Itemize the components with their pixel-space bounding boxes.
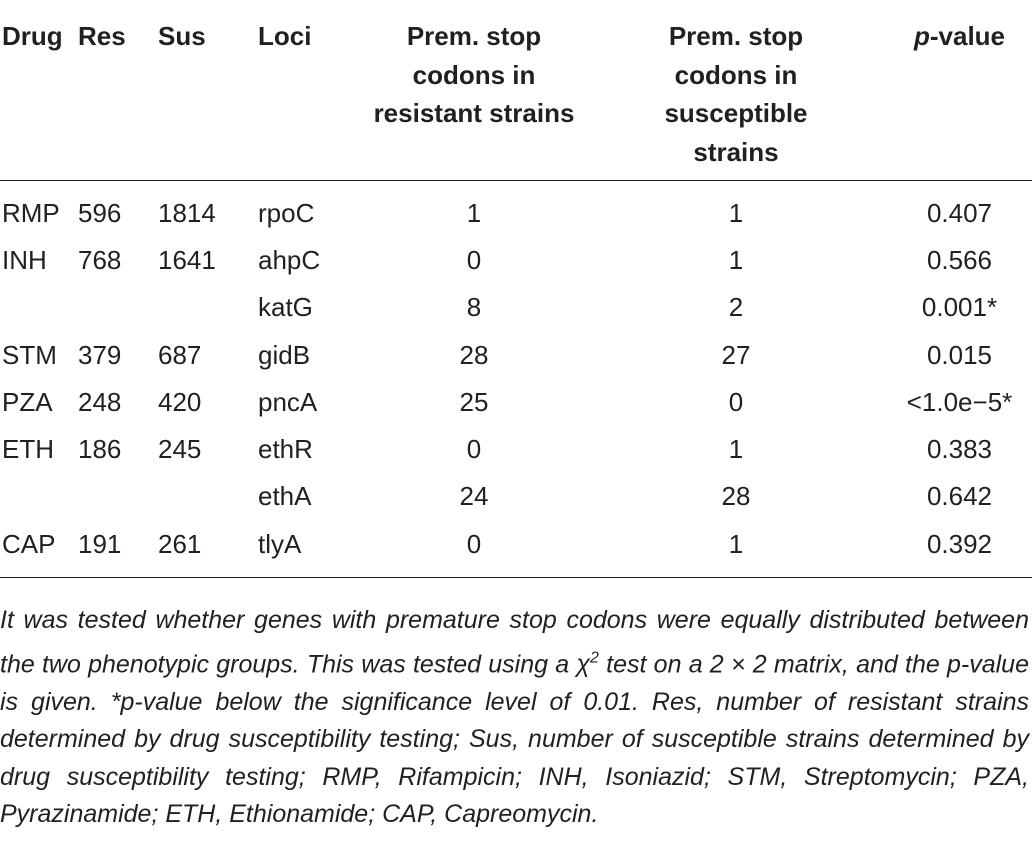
cell-sus: 420 [158,386,202,417]
cell-sus: 687 [158,339,202,370]
cell-sus: 261 [158,528,202,559]
cell-prem-sus: 2 [728,292,744,323]
cell-loci: ahpC [258,244,321,275]
cell-pvalue: 0.642 [926,481,993,512]
chi-superscript: 2 [590,649,599,667]
cell-prem-res: 0 [466,434,482,465]
cell-prem-res: 0 [466,528,482,559]
header-prem-susceptible [585,10,887,181]
chi-letter: χ [576,649,591,678]
cell-sus [158,473,258,520]
header-prem-susceptible-line: susceptible [664,98,808,128]
cell-sus: 245 [158,434,202,465]
table-row [0,236,1032,283]
header-drug: Drug [2,21,63,51]
cell-prem-res: 0 [466,244,482,275]
header-prem-susceptible-line: Prem. stop [668,21,804,51]
cell-prem-res: 8 [466,292,482,323]
table-row [0,284,1032,331]
cell-drug: PZA [2,386,53,417]
cell-drug: CAP [2,528,56,559]
cell-res [78,473,158,520]
header-loci: Loci [258,21,312,51]
cell-loci: ethA [258,481,312,512]
table-row [0,331,1032,378]
cell-res: 768 [78,244,122,275]
table-body [0,181,1032,578]
header-prem-resistant-line: codons in [412,59,536,90]
header-sus: Sus [158,21,206,51]
cell-drug: INH [2,244,47,275]
cell-prem-sus: 28 [721,481,751,512]
cell-sus [158,284,258,331]
cell-sus: 1814 [158,197,216,228]
table-footnote [0,602,1029,834]
cell-loci: ethR [258,434,313,465]
cell-prem-res: 25 [459,386,489,417]
header-prem-resistant-line: Prem. stop [406,21,542,51]
cell-prem-res: 24 [459,481,489,512]
cell-loci: katG [258,292,313,323]
cell-pvalue: 0.383 [926,434,993,465]
header-pvalue-rest: -value [929,21,1006,51]
cell-loci: gidB [258,339,311,370]
header-prem-susceptible-line: strains [693,136,779,167]
cell-pvalue: 0.407 [926,197,993,228]
cell-drug: RMP [2,197,60,228]
cell-res: 379 [78,339,122,370]
cell-pvalue: 0.015 [926,339,993,370]
cell-prem-res: 28 [459,339,489,370]
footnote-text: test on a 2 × 2 matrix, and the p-value is given. *p-value below the significance level of 0.01. Res, number of resistant strains determined by drug susceptibility testing; Sus, number of susceptible strains determined by drug susceptibility testing; RMP, Rifampicin; INH, Isoniazid; STM, Streptomycin; PZA, Pyrazinamide; ETH, Ethionamide; CAP, Capreomycin. [0,649,1029,829]
cell-pvalue: 0.566 [926,244,993,275]
header-prem-susceptible-line: codons in [674,59,798,90]
results-table [0,10,1032,578]
cell-prem-sus: 27 [721,339,751,370]
cell-loci: rpoC [258,197,315,228]
cell-sus: 1641 [158,244,216,275]
cell-res: 596 [78,197,122,228]
cell-res: 186 [78,434,122,465]
footnote-text: It was tested whether genes with premature stop codons were equally distributed between the two phenotypic groups. This was tested using a [0,606,1029,678]
table-row [0,473,1032,520]
cell-res: 248 [78,386,122,417]
cell-prem-sus: 1 [728,434,744,465]
header-pvalue [887,10,1032,181]
cell-prem-sus: 1 [728,197,744,228]
header-res: Res [78,21,126,51]
cell-drug [0,473,78,520]
cell-drug: STM [2,339,57,370]
header-row [0,10,1032,181]
cell-pvalue: <1.0e−5* [906,386,1013,417]
cell-prem-res: 1 [466,197,482,228]
table-row [0,181,1032,237]
table-row [0,378,1032,425]
table-row [0,520,1032,578]
header-prem-resistant-line: resistant strains [373,98,575,128]
cell-prem-sus: 0 [728,386,744,417]
header-prem-resistant [363,10,585,181]
cell-pvalue: 0.392 [926,528,993,559]
cell-res: 191 [78,528,122,559]
cell-res [78,284,158,331]
cell-pvalue: 0.001* [921,292,998,323]
header-pvalue-italic: p [913,21,930,51]
chi-square-symbol [576,650,599,678]
cell-drug: ETH [2,434,54,465]
cell-prem-sus: 1 [728,244,744,275]
cell-loci: tlyA [258,528,302,559]
cell-drug [0,284,78,331]
cell-loci: pncA [258,386,318,417]
cell-prem-sus: 1 [728,528,744,559]
table-row [0,425,1032,472]
